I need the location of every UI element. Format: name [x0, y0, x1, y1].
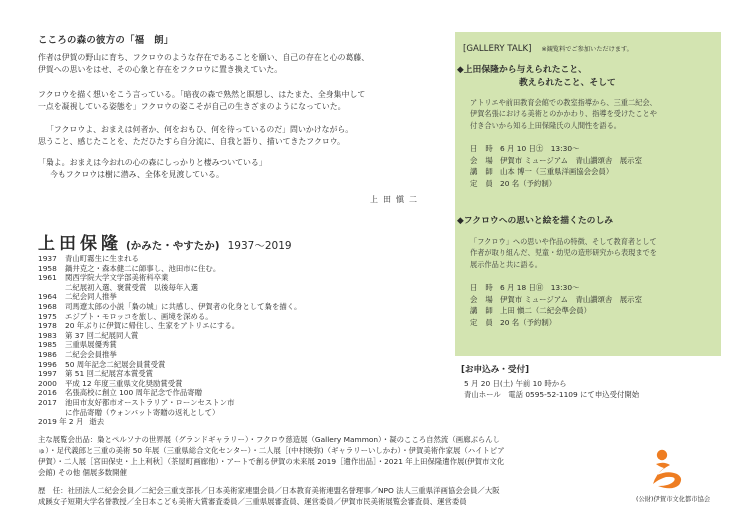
timeline-entry	[38, 264, 301, 274]
essay-line: フクロウを描く想いをこう言っている。「暗夜の森で熟然と瞑想し、はたまた、全身集中して	[38, 90, 366, 99]
timeline-text: 三重県展優秀賞	[65, 340, 117, 350]
exhibitions-line: 主な展覧会出品：梟とペルソナの世界展（グランドギャラリー）・フクロウ慈造展（Gallery Mammon）・凝のこころ自然流（画廊ぶらんし	[38, 435, 501, 444]
timeline-text: 二紀会会員推挙	[65, 349, 117, 359]
timeline-year: 2000	[38, 378, 57, 388]
timeline-year: 1964	[38, 292, 57, 302]
timeline-text: 青山町霧生に生まれる	[65, 254, 139, 263]
timeline-text: 第 37 回二紀展同人賞	[65, 330, 139, 340]
essay-line: 一点を凝視している姿態を」フクロウの姿こそが自己の生きざまのようになっていた。	[38, 102, 346, 112]
talk1-description	[470, 97, 657, 131]
timeline-entry	[38, 331, 301, 341]
artist-name: 上田保隆	[38, 234, 122, 254]
talk2-speaker: 講師 上田 愼二（二紀会準会員）	[470, 306, 592, 316]
talk1-desc-line: 伊賀名張における美術とのかかわり、指導を受けたことや	[470, 109, 657, 119]
gallery-talk-note: ※観覧料でご参加いただけます。	[541, 46, 633, 53]
timeline-entry	[38, 283, 301, 293]
talk2-desc-line: 作者が取り組んだ、児童・幼児の造形研究から表現までを	[470, 248, 657, 258]
exhibitions-line: ゅ）・足代義郎と三重の美術 50 年展（三重県総合文化センター）・二人展［(中村映弥)（ギャラリーいしかわ）・伊賀美術作家展（ハイトピア	[38, 446, 505, 455]
talk2-capacity: 定員 20 名（予約制）	[470, 317, 557, 327]
organization-name: (公財)伊賀市文化都市協会	[636, 496, 711, 503]
talk2-title: ◆フクロウへの思いと絵を描くたのしみ	[457, 216, 614, 226]
timeline-year: 1985	[38, 340, 57, 350]
essay-paragraph-3	[38, 124, 354, 149]
talk2-desc-line: 展示作品と共に語る。	[470, 259, 542, 269]
artist-reading: (かみた・やすたか)	[126, 240, 220, 252]
apply-contact: 青山ホール 電話 0595-52-1109 にて申込受付開始	[464, 390, 640, 400]
timeline-entry	[38, 302, 301, 312]
artist-years: 1937〜2019	[227, 240, 292, 252]
timeline-entry	[38, 292, 301, 302]
talk2-description	[470, 236, 657, 270]
talk1-desc-line: 付き合いから知る上田保隆氏の人間性を語る。	[470, 120, 621, 130]
timeline-entry	[38, 408, 301, 418]
timeline-year: 2016	[38, 388, 57, 398]
apply-header: [お申込み・受付]	[461, 365, 530, 375]
timeline-entry	[38, 254, 301, 264]
talk2-desc-line: 「フクロウ」への思いや作品の特徴、そして教育者として	[470, 237, 657, 246]
talk1-date: 日時 6 月 10 日㊏ 13:30〜	[470, 144, 580, 153]
timeline-year: 1996	[38, 359, 57, 369]
talk1-details	[470, 143, 642, 189]
talk1-capacity: 定員 20 名（予約制）	[470, 178, 557, 188]
timeline-text: 平成 12 年度三重県文化奨励賞受賞	[65, 378, 183, 388]
timeline-text: 司馬遼太郎の小説「梟の城」に共感し、伊賀者の化身として梟を描く。	[65, 301, 302, 311]
timeline-entry	[38, 273, 301, 283]
timeline-entry	[38, 369, 301, 379]
timeline-text: 二紀会同人推挙	[65, 292, 117, 302]
gallery-talk-label: [GALLERY TALK]	[463, 44, 532, 54]
apply-date: 5 月 20 日(土) 午前 10 時から	[464, 379, 567, 388]
talk2-venue: 会場 伊賀市 ミュージアム 青山讃頌舎 展示室	[470, 294, 642, 304]
talk1-title-line: 教えられたこと、そして	[519, 78, 616, 88]
timeline-entry	[38, 312, 301, 322]
timeline-entry	[38, 340, 301, 350]
timeline-text: 鍋井克之・森本健二に師事し、池田市に住む。	[65, 263, 221, 273]
timeline-year: 1975	[38, 311, 57, 321]
timeline-text: 二紀展初入選、褒賞受賞 以後毎年入選	[65, 282, 199, 292]
timeline-year: 1968	[38, 301, 57, 311]
organization-logo-icon	[650, 448, 690, 492]
timeline-entry	[38, 321, 301, 331]
talk1-title-line: ◆上田保隆から与えられたこと、	[457, 65, 587, 75]
essay-line: 作者は伊賀の野山に育ち、フクロウのような存在であることを願い、自己の存在と心の葛藤、	[38, 53, 370, 62]
gallery-talk-header	[463, 44, 633, 54]
essay-line: 「梟よ。おまえは今おれの心の森にしっかりと棲みついている」	[38, 158, 267, 167]
timeline-year: 1961	[38, 273, 57, 283]
timeline-entry	[38, 417, 301, 427]
biography-timeline	[38, 254, 301, 427]
talk1-title	[457, 64, 616, 90]
timeline-year	[38, 283, 65, 293]
timeline-year	[38, 408, 65, 418]
timeline-year: 2017	[38, 397, 57, 407]
timeline-text: エジプト・モロッコを旅し、画境を深める。	[65, 311, 213, 321]
talk1-venue: 会場 伊賀市 ミュージアム 青山讃頌舎 展示室	[470, 155, 642, 165]
timeline-year: 1997	[38, 369, 57, 379]
essay-title: こころの森の彼方の「福 朗」	[38, 35, 174, 46]
talk1-speaker: 講師 山本 博一（三重県洋画協会会員）	[470, 167, 614, 177]
timeline-year: 1958	[38, 263, 57, 273]
timeline-year: 1983	[38, 330, 57, 340]
essay-line: 伊賀への思いをはせ、その心象と存在をフクロウに置き換えていた。	[38, 65, 283, 75]
essay-paragraph-4	[38, 157, 267, 182]
exhibitions-line: 会館) その他 個展多数開催	[38, 468, 127, 477]
timeline-year: 1986	[38, 349, 57, 359]
timeline-entry	[38, 360, 301, 370]
timeline-entry	[38, 398, 301, 408]
career-list	[38, 485, 500, 507]
timeline-entry	[38, 388, 301, 398]
exhibitions-list	[38, 434, 505, 478]
timeline-text: 池田市友好都市オーストラリア・ローンセストン市	[65, 397, 235, 407]
timeline-text: 関西学院大学文学部美術科卒業	[65, 273, 169, 283]
timeline-text: 50 周年記念二紀展会員賞受賞	[65, 359, 166, 369]
timeline-year: 1937	[38, 254, 57, 263]
timeline-entry	[38, 350, 301, 360]
apply-details	[464, 378, 639, 401]
talk1-desc-line: アトリエや前田教育会館での教室指導から、三重二紀会、	[470, 98, 657, 107]
timeline-year: 2019 年 2 月	[38, 417, 84, 427]
timeline-year: 1978	[38, 321, 57, 331]
timeline-text: 20 年ぶりに伊賀に帰住し、生家をアトリエにする。	[65, 321, 240, 331]
essay-line: 思うこと、感じたことを、ただひたすら自分流に、自我と語り、描いてきたフクロウ。	[38, 137, 345, 147]
essay-line: 「フクロウよ、おまえは何者か、何をおもひ、何を待っているのだ」問いかけながら。	[46, 125, 354, 134]
essay-signature: 上田愼二	[370, 195, 422, 204]
essay-paragraph-1	[38, 52, 369, 77]
career-line: 成蹊女子短期大学名誉教授／全日本こども美術大賞審査委員／三重県展審査員、運営委員／伊賀市民美術展覧会審査員、運営委員	[38, 497, 467, 506]
talk2-date: 日時 6 月 18 日㊐ 13:30〜	[470, 283, 580, 292]
exhibitions-line: 伊賀）・二人展［宮田保史・上上利秋］（茶屋町画廊他）・アートで創る伊賀の未来展 2019［遺作出品］・2021 年上田保隆遺作展(伊賀市文化	[38, 457, 505, 466]
essay-paragraph-2	[38, 89, 365, 114]
talk2-details	[470, 282, 642, 328]
timeline-text: 逝去	[89, 417, 105, 427]
career-line: 歴 任：社団法人二紀会会員／二紀会三重支部長／日本美術家連盟会員／日本教育美術連盟名誉理事／NPO 法人三重県洋画協会会員／大阪	[38, 486, 500, 495]
timeline-text: 名張高校に創立 100 周年記念で作品寄贈	[65, 388, 203, 398]
timeline-text: 第 51 回二紀展宮本賞受賞	[65, 369, 154, 379]
timeline-text: に作品寄贈（ウォンバット寄贈の返礼として）	[65, 407, 220, 417]
essay-line: 今もフクロウは樹に潜み、全体を見渡している。	[50, 170, 224, 180]
artist-heading	[38, 229, 292, 254]
timeline-entry	[38, 379, 301, 389]
